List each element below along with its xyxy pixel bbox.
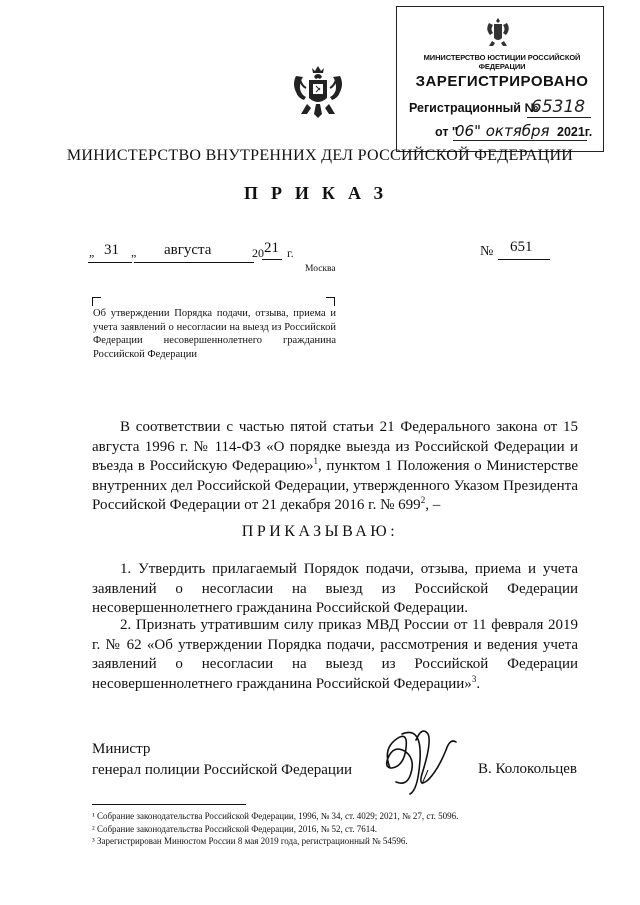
stamp-date-year: 2021г. — [557, 125, 593, 139]
order-subject: Об утверждении Порядка подачи, отзыва, приема и учета заявлений о несогласии на выезд из Российской Федерации несовершеннолетнего гражданина Российской Федерации — [93, 308, 336, 360]
date-year-unit: г. — [287, 246, 294, 260]
footnote-ref: 1 — [313, 456, 319, 466]
footnote-divider — [92, 804, 246, 805]
coat-of-arms-icon — [292, 64, 344, 122]
preamble-part1: В соответствии с частью пятой статьи 21 Федерального закона от 15 августа 1996 г. № 114-ФЗ «О порядке выезда из Российской Федерации и въезда в Российскую Федерацию» — [92, 419, 578, 474]
signatory-title-line1: Министр — [92, 741, 151, 757]
document-type: ПРИКАЗ — [243, 183, 397, 203]
stamp-reg-label: Регистрационный № — [409, 101, 539, 115]
order-item-2-text: 2. Признать утратившим силу приказ МВД России от 11 февраля 2019 г. № 62 «Об утверждении Порядка подачи, рассмотрения и ведения учета заявлений о несогласии на выезд из Российской Федерации несовершеннолетнего гражданина Российской Федерации» — [92, 617, 578, 692]
order-item-1: 1. Утвердить прилагаемый Порядок подачи, отзыва, приема и учета заявлений о несогласии на выезд из Российской Федерации несовершеннолетнего гражданина Российской Федерации. — [92, 561, 578, 616]
coat-of-arms-icon — [483, 15, 513, 49]
registration-stamp — [396, 6, 604, 152]
divider — [498, 259, 550, 260]
stamp-date-value: 06" октября — [455, 122, 550, 140]
stamp-reg-number: 65318 — [531, 97, 586, 117]
preamble-part2: , пунктом 1 Положения о Министерстве внутренних дел Российской Федерации, утвержденного Указом Президента Российской Федерации от 21 декабря 2016 г. № 699 — [92, 458, 578, 513]
footnote-3: ³ Зарегистрирован Минюстом России 8 мая 2019 года, регистрационный № 54596. — [92, 836, 408, 846]
divider — [262, 259, 282, 260]
ministry-name: МИНИСТЕРСТВО ВНУТРЕННИХ ДЕЛ РОССИЙСКОЙ ФЕДЕРАЦИИ — [66, 147, 574, 164]
order-number: 651 — [510, 239, 533, 255]
order-word: ПРИКАЗЫВАЮ: — [241, 523, 399, 540]
order-item-2-end: . — [476, 675, 481, 692]
stamp-title: ЗАРЕГИСТРИРОВАНО — [415, 73, 589, 90]
date-day: 31 — [104, 242, 119, 258]
divider — [88, 262, 132, 263]
date-quote-close: „ — [131, 245, 137, 259]
divider — [453, 140, 587, 141]
footnote-1: ¹ Собрание законодательства Российской Федерации, 1996, № 34, ст. 4029; 2021, № 27, ст. 5096. — [92, 811, 459, 821]
order-number-label: № — [480, 244, 494, 259]
date-quote-open: „ — [89, 245, 95, 259]
date-month: августа — [164, 242, 212, 258]
city: Москва — [305, 264, 336, 274]
footnote-ref: 2 — [420, 495, 426, 505]
divider — [134, 262, 254, 263]
signatory-title-line2: генерал полиции Российской Федерации — [92, 762, 353, 778]
subject-corner-right — [326, 297, 335, 306]
footnote-2: ² Собрание законодательства Российской Федерации, 2016, № 52, ст. 7614. — [92, 823, 378, 834]
footnotes — [92, 810, 592, 848]
preamble-part3: , – — [425, 497, 441, 513]
footnote-ref: 3 — [471, 673, 477, 684]
divider — [527, 117, 591, 118]
subject-corner-left — [92, 297, 101, 306]
stamp-date-from: от " — [435, 125, 458, 139]
preamble — [92, 418, 578, 516]
date-year: 21 — [264, 240, 279, 256]
signatory-name: В. Колокольцев — [478, 761, 577, 777]
order-item-2 — [92, 616, 578, 694]
stamp-ministry: МИНИСТЕРСТВО ЮСТИЦИИ РОССИЙСКОЙ ФЕДЕРАЦИИ — [423, 53, 581, 71]
handwritten-signature — [372, 724, 472, 798]
date-year-prefix: 20 — [252, 246, 264, 260]
